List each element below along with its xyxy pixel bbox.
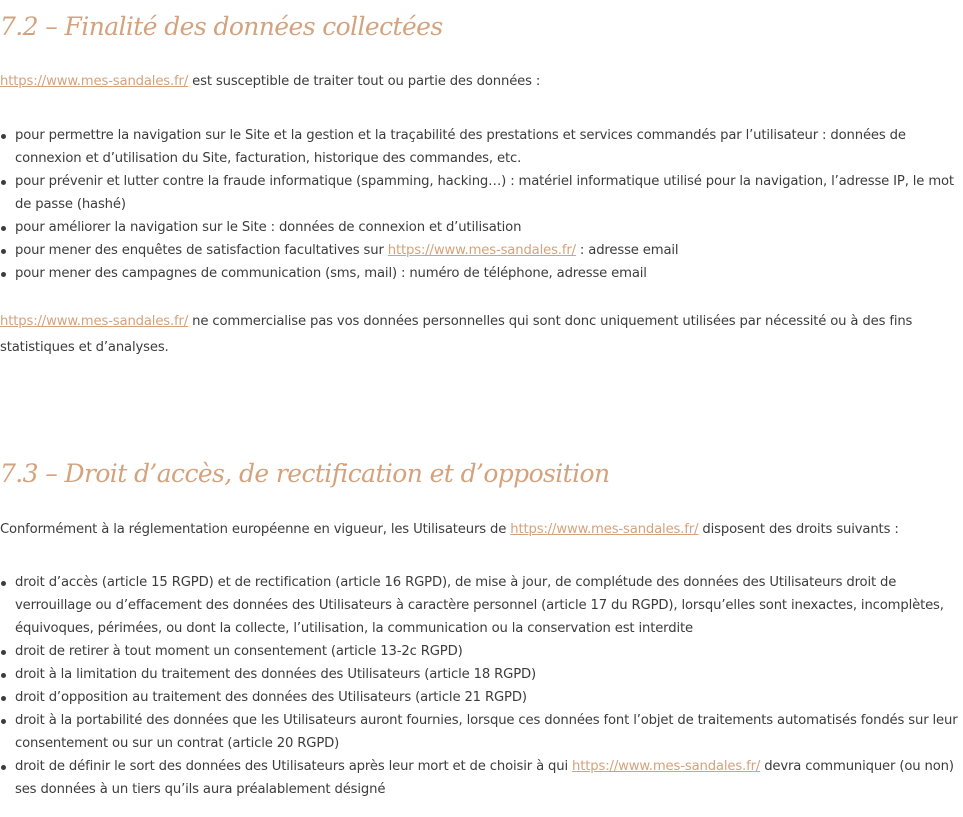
list-item: pour mener des campagnes de communication (sms, mail) : numéro de téléphone, adresse email — [0, 262, 960, 285]
closing-text: ne commercialise pas vos données personnelles qui sont donc uniquement utilisées par nécessité ou à des fins statistiques et d’analyses. — [0, 314, 913, 355]
site-link[interactable]: https://www.mes-sandales.fr/ — [387, 243, 576, 258]
list-item: pour améliorer la navigation sur le Site : données de connexion et d’utilisation — [0, 216, 960, 239]
intro-text: disposent des droits suivants : — [698, 522, 899, 537]
site-link[interactable]: https://www.mes-sandales.fr/ — [0, 314, 189, 329]
list-item: droit à la limitation du traitement des données des Utilisateurs (article 18 RGPD) — [0, 663, 960, 686]
item-text: droit de définir le sort des données des Utilisateurs après leur mort et de choisir à qui — [15, 759, 573, 774]
item-text: : adresse email — [575, 243, 679, 258]
list-item: droit à la portabilité des données que les Utilisateurs auront fournies, lorsque ces données font l’objet de traitements automatisés fondés sur leur consentement ou sur un contrat (article 20 RGPD) — [0, 709, 960, 755]
section-7-2-closing — [0, 309, 960, 361]
site-link[interactable]: https://www.mes-sandales.fr/ — [0, 74, 189, 89]
item-text: pour mener des enquêtes de satisfaction facultatives sur — [15, 243, 388, 258]
list-item: pour prévenir et lutter contre la fraude informatique (spamming, hacking…) : matériel informatique utilisé pour la navigation, l’adresse IP, le mot de passe (hashé) — [0, 170, 960, 216]
list-item — [0, 755, 960, 801]
list-item — [0, 239, 960, 262]
list-item: droit d’opposition au traitement des données des Utilisateurs (article 21 RGPD) — [0, 686, 960, 709]
section-7-3-list — [0, 571, 960, 801]
section-7-2-intro — [0, 70, 960, 93]
list-item: droit de retirer à tout moment un consentement (article 13-2c RGPD) — [0, 640, 960, 663]
section-heading-7-2: 7.2 – Finalité des données collectées — [0, 12, 443, 41]
item-text: devra communiquer (ou non) ses données à un tiers qu’ils aura préalablement désigné — [15, 759, 954, 797]
section-7-2-list — [0, 124, 960, 285]
section-heading-7-3: 7.3 – Droit d’accès, de rectification et d’opposition — [0, 459, 610, 488]
list-item: pour permettre la navigation sur le Site et la gestion et la traçabilité des prestations et services commandés par l’utilisateur : données de connexion et d’utilisation du Site, facturation, historique des commandes, etc. — [0, 124, 960, 170]
site-link[interactable]: https://www.mes-sandales.fr/ — [572, 759, 761, 774]
intro-text: est susceptible de traiter tout ou partie des données : — [188, 74, 541, 89]
intro-text: Conformément à la réglementation européenne en vigueur, les Utilisateurs de — [0, 522, 511, 537]
section-7-3-intro — [0, 518, 960, 541]
site-link[interactable]: https://www.mes-sandales.fr/ — [510, 522, 699, 537]
list-item: droit d’accès (article 15 RGPD) et de rectification (article 16 RGPD), de mise à jour, de complétude des données des Utilisateurs droit de verrouillage ou d’effacement des données des Utilisateurs à caractère personnel (article 17 du RGPD), lorsqu’elles sont inexactes, incomplètes, équivoques, périmées, ou dont la collecte, l’utilisation, la communication ou la conservation est interdite — [0, 571, 960, 640]
